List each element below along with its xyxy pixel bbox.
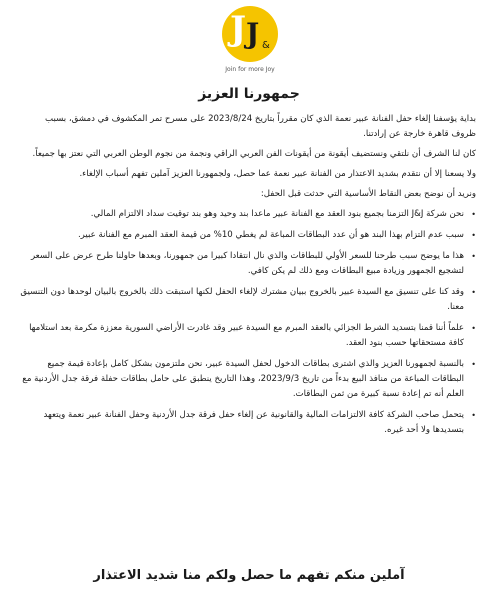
bullet-icon: • <box>471 288 476 297</box>
paragraph: بداية يؤسفنا إلغاء حفل الفنانة عبير نعمة الذي كان مقرراً بتاريخ 2023/8/24 على مسرح تمر المكشوف في دمشق، بسبب ظروف قاهرة خارجة عن إرادتنا. <box>45 114 476 139</box>
logo-letter: J <box>246 17 260 50</box>
logo-ampersand: & <box>262 40 270 51</box>
bullet-icon: • <box>471 360 476 369</box>
logo-tagline: Join for more Joy <box>225 66 275 73</box>
bullet-icon: • <box>471 324 476 333</box>
paragraph: كان لنا الشرف أن نلتقي ونستضيف أيقونة من أيقونات الفن العربي الراقي ونجمة من نجوم الوطن العربي التي نعتز بها جميعاً. <box>32 149 476 159</box>
list-item <box>20 321 476 351</box>
list-item-text: نحن شركة J&J التزمنا بجميع بنود العقد مع الفنانة عبير ماعدا بند وحيد وهو بند توقيت سداد الالتزام المالي. <box>90 209 464 219</box>
list-item-text: سبب عدم التزام بهذا البند هو أن عدد البطاقات المباعة لم يغطي 10% من قيمة العقد المبرم مع الفنانة عبير. <box>77 230 464 240</box>
paragraph: ولا يسعنا إلا أن نتقدم بشديد الاعتذار من الفنانة عبير نعمة عما حصل، ولجمهورنا العزيز آملين تفهم أسباب الإلغاء. <box>79 169 476 179</box>
list-item <box>20 228 476 243</box>
list-item-text: وقد كنا على تنسيق مع السيدة عبير بالخروج ببيان مشترك لإلغاء الحفل لكنها استبقت ذلك بالخروج بالبيان لوحدها دون التنسيق معنا. <box>20 287 464 312</box>
logo-letter: J <box>230 9 247 49</box>
page-title: جمهورنا العزيز <box>198 86 300 102</box>
bullet-icon: • <box>471 231 476 240</box>
list-item-text: هذا ما يوضح سبب طرحنا للسعر الأولي للبطاقات والذي نال انتقادا كبيرا من جمهورنا، وبعدها حاولنا طرح عرض على السعر لتشجيع الجمهور وزيادة مبيع البطاقات ومع ذلك لم يكن كافي. <box>30 251 464 276</box>
statement-body <box>20 112 476 444</box>
bullet-icon: • <box>471 411 476 420</box>
list-item <box>20 285 476 315</box>
points-list <box>20 207 476 438</box>
bullet-icon: • <box>471 210 476 219</box>
list-item <box>20 408 476 438</box>
list-item-text: علماً أننا قمنا بتسديد الشرط الجزائي بالعقد المبرم مع السيدة عبير وقد غادرت الأراضي السورية معززة مكرمة بعد استلامها كافة مستحقاتها حسب بنود العقد. <box>29 323 464 348</box>
list-item <box>20 207 476 222</box>
list-item <box>20 249 476 279</box>
list-item <box>20 357 476 402</box>
points-intro: ونريد أن نوضح بعض النقاط الأساسية التي حدثت قبل الحفل: <box>260 189 476 199</box>
closing-line: آملين منكم تفهم ما حصل ولكم منا شديد الاعتذار <box>93 568 405 583</box>
list-item-text: بالنسبة لجمهورنا العزيز والذي اشترى بطاقات الدخول لحفل السيدة عبير، نحن ملتزمون بشكل كامل بإعادة قيمة جميع البطاقات المباعة من منافذ البيع بدءاً من تاريخ 2023/9/3، وهذا التاريخ ينطبق على حامل بطاقات حفلة فرقة جدل الأردنية مع العلم أنه تم إعادة نسبة كبيرة من ثمن البطاقات. <box>22 359 464 399</box>
bullet-icon: • <box>471 252 476 261</box>
list-item-text: يتحمل صاحب الشركة كافة الالتزامات المالية والقانونية عن إلغاء حفل فرقة جدل الأردنية وحفل الفنانة عبير نعمة ويتعهد بتسديدها ولا أحد غيره. <box>43 410 464 435</box>
company-logo <box>206 6 294 84</box>
